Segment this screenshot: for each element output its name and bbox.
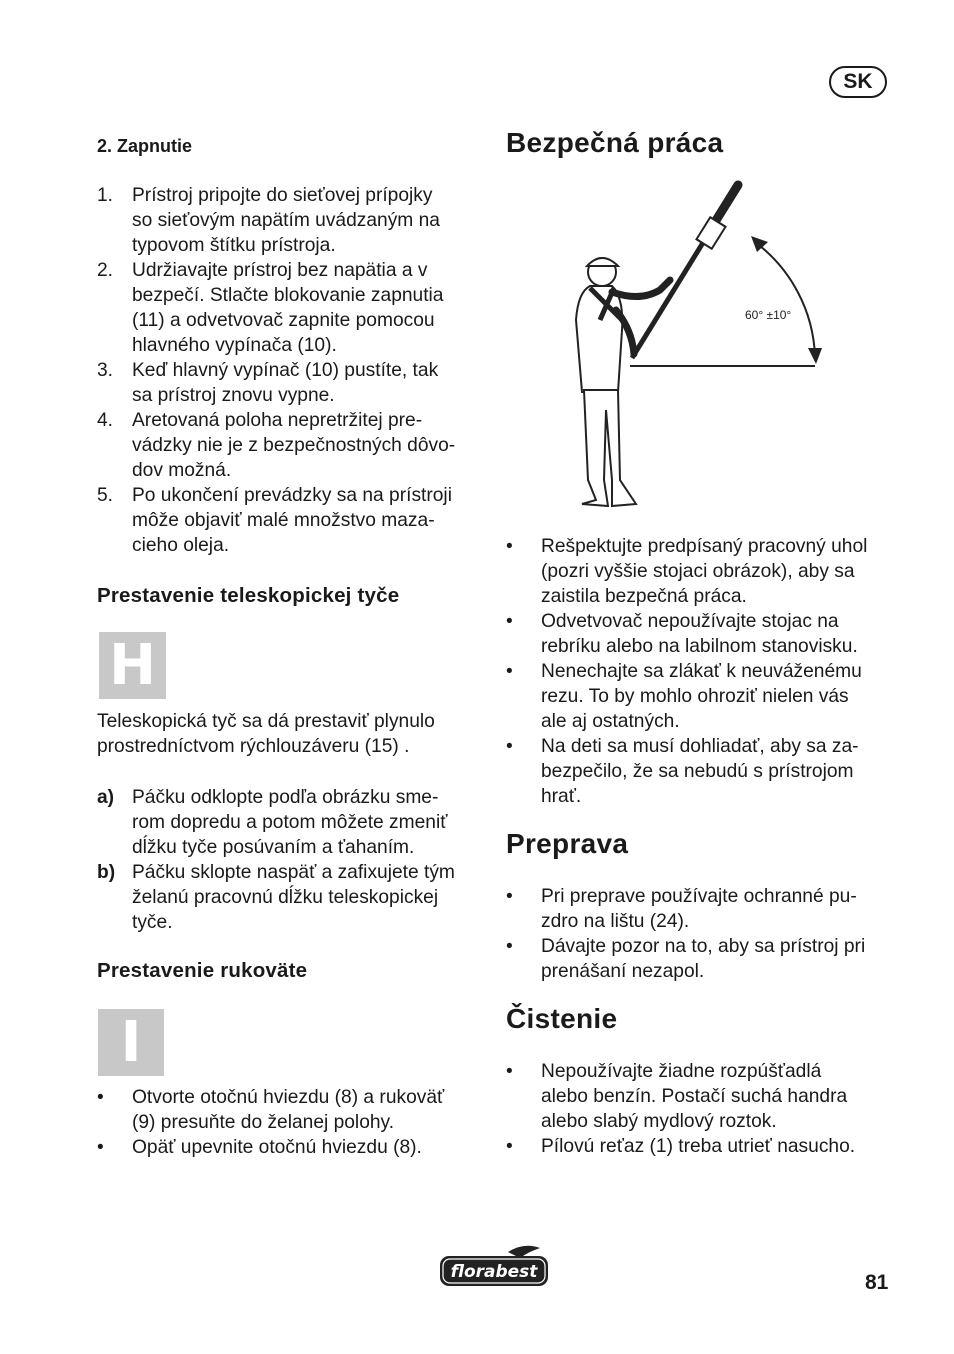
bullet-item: [506, 1134, 906, 1159]
step-number: 4.: [97, 410, 114, 431]
bullet-item: [506, 609, 906, 659]
bullet-dot: •: [97, 1087, 104, 1108]
bullet-item: [506, 659, 906, 734]
bullet-item: [506, 1059, 906, 1134]
bullet-dot: •: [97, 1137, 104, 1158]
bullet-dot: •: [506, 1061, 513, 1082]
item-line: Otvorte otočnú hviezdu (8) a rukoväť: [132, 1087, 445, 1108]
step-number: 1.: [97, 185, 114, 206]
item-line: Pílovú reťaz (1) treba utrieť nasucho.: [541, 1136, 856, 1157]
item-line: Keď hlavný vypínač (10) pustíte, tak: [132, 360, 439, 381]
bullet-item: [506, 884, 906, 934]
item-line: Udržiavajte prístroj bez napätia a v: [132, 260, 428, 281]
arc-arrowhead-bottom: [808, 348, 822, 364]
step-item: [97, 785, 487, 860]
bullet-dot: •: [506, 736, 513, 757]
bullet-item: [506, 934, 906, 984]
item-line: Páčku odklopte podľa obrázku sme-: [132, 787, 439, 808]
bullet-dot: •: [506, 886, 513, 907]
bullet-dot: •: [506, 1136, 513, 1157]
step-number: 2.: [97, 260, 114, 281]
item-line: Rešpektujte predpísaný pracovný uhol: [541, 536, 868, 557]
section-title-handle: Prestavenie rukoväte: [97, 959, 308, 982]
page-number: 81: [865, 1271, 889, 1294]
item-line: želanú pracovnú dĺžku teleskopickej: [132, 887, 439, 908]
item-line: Dávajte pozor na to, aby sa prístroj pri: [541, 936, 866, 957]
florabest-logo: [436, 1244, 554, 1290]
worker-helmet: [587, 258, 618, 266]
item-line: zdro na lištu (24).: [541, 911, 690, 932]
item-line: Nepoužívajte žiadne rozpúšťadlá: [541, 1061, 822, 1082]
section-title-telescope: Prestavenie teleskopickej tyče: [97, 584, 400, 607]
worker-legs: [582, 390, 636, 506]
step-item: [97, 860, 487, 935]
section-title-safe-work: Bezpečná práca: [506, 127, 724, 158]
section-title-transport: Preprava: [506, 828, 629, 859]
item-line: rezu. To by mohlo ohroziť nielen vás: [541, 686, 849, 707]
item-line: Na deti sa musí dohliadať, aby sa za-: [541, 736, 859, 757]
section-title-zapnutie: 2. Zapnutie: [97, 136, 193, 156]
bullet-item: [506, 734, 906, 809]
item-line: (pozri vyššie stojaci obrázok), aby sa: [541, 561, 855, 582]
step-number: 5.: [97, 485, 114, 506]
step-label: a): [97, 787, 115, 808]
working-angle-illustration: [560, 180, 830, 520]
item-line: (9) presuňte do želanej polohy.: [132, 1112, 395, 1133]
item-line: ale aj ostatných.: [541, 711, 680, 732]
steps-list-zapnutie: [97, 183, 487, 558]
worker-torso: [576, 286, 622, 392]
item-line: Aretovaná poloha nepretržitej pre-: [132, 410, 423, 431]
item-line: zaistila bezpečná práca.: [541, 586, 747, 607]
item-line: rebríku alebo na labilnom stanovisku.: [541, 636, 858, 657]
item-line: Páčku sklopte naspäť a zafixujete tým: [132, 862, 455, 883]
item-line: rom dopredu a potom môžete zmeniť: [132, 812, 448, 833]
item-line: dĺžku tyče posúvaním a ťahaním.: [132, 837, 415, 858]
step-number: 3.: [97, 360, 114, 381]
bullet-dot: •: [506, 536, 513, 557]
telescope-intro: [97, 709, 487, 759]
bullet-item: [506, 534, 906, 609]
item-line: môže objaviť malé množstvo maza-: [132, 510, 435, 531]
step-item: [97, 358, 487, 408]
figure-ref-box-h: H: [99, 632, 166, 699]
step-label: b): [97, 862, 116, 883]
bullet-dot: •: [506, 661, 513, 682]
item-line: hlavného vypínača (10).: [132, 335, 337, 356]
item-line: alebo benzín. Postačí suchá handra: [541, 1086, 848, 1107]
worker-upper-arm: [612, 280, 670, 297]
logo-wordmark: florabest: [450, 1262, 538, 1282]
item-line: (11) a odvetvovač zapnite pomocou: [132, 310, 435, 331]
telescope-intro-line: prostredníctvom rýchlouzáveru (15) .: [97, 736, 410, 757]
item-line: Opäť upevnite otočnú hviezdu (8).: [132, 1137, 422, 1158]
item-line: Prístroj pripojte do sieťovej prípojky: [132, 185, 433, 206]
saw-bar: [715, 185, 738, 222]
item-line: typovom štítku prístroja.: [132, 235, 336, 256]
bullet-list-transport: [506, 884, 906, 984]
item-line: alebo slabý mydlový roztok.: [541, 1111, 777, 1132]
bullet-list-cleaning: [506, 1059, 906, 1159]
section-title-cleaning: Čistenie: [506, 1003, 618, 1034]
bullet-dot: •: [506, 611, 513, 632]
item-line: tyče.: [132, 912, 173, 933]
item-line: prenášaní nezapol.: [541, 961, 705, 982]
bullet-list-safe-work: [506, 534, 906, 809]
step-item: [97, 183, 487, 258]
item-line: Pri preprave používajte ochranné pu-: [541, 886, 857, 907]
item-line: dov možná.: [132, 460, 232, 481]
item-line: bezpečí. Stlačte blokovanie zapnutia: [132, 285, 444, 306]
item-line: Nenechajte sa zlákať k neuváženému: [541, 661, 862, 682]
language-badge: SK: [829, 66, 887, 98]
angle-label: 60° ±10°: [745, 308, 792, 322]
item-line: bezpečilo, že sa nebudú s prístrojom: [541, 761, 854, 782]
bullet-dot: •: [506, 936, 513, 957]
bullet-item: [97, 1085, 487, 1135]
step-item: [97, 258, 487, 358]
item-line: hrať.: [541, 786, 582, 807]
step-item: [97, 408, 487, 483]
item-line: Po ukončení prevádzky sa na prístroji: [132, 485, 452, 506]
bullet-list-handle: [97, 1085, 487, 1160]
item-line: cieho oleja.: [132, 535, 230, 556]
item-line: so sieťovým napätím uvádzaným na: [132, 210, 440, 231]
angle-arc: [755, 242, 815, 356]
item-line: sa prístroj znovu vypne.: [132, 385, 335, 406]
steps-list-telescope: [97, 785, 487, 935]
step-item: [97, 483, 487, 558]
telescope-intro-line: Teleskopická tyč sa dá prestaviť plynulo: [97, 711, 435, 732]
figure-ref-box-i: I: [98, 1009, 164, 1076]
item-line: vádzky nie je z bezpečnostných dôvo-: [132, 435, 456, 456]
bullet-item: [97, 1135, 487, 1160]
item-line: Odvetvovač nepoužívajte stojac na: [541, 611, 839, 632]
